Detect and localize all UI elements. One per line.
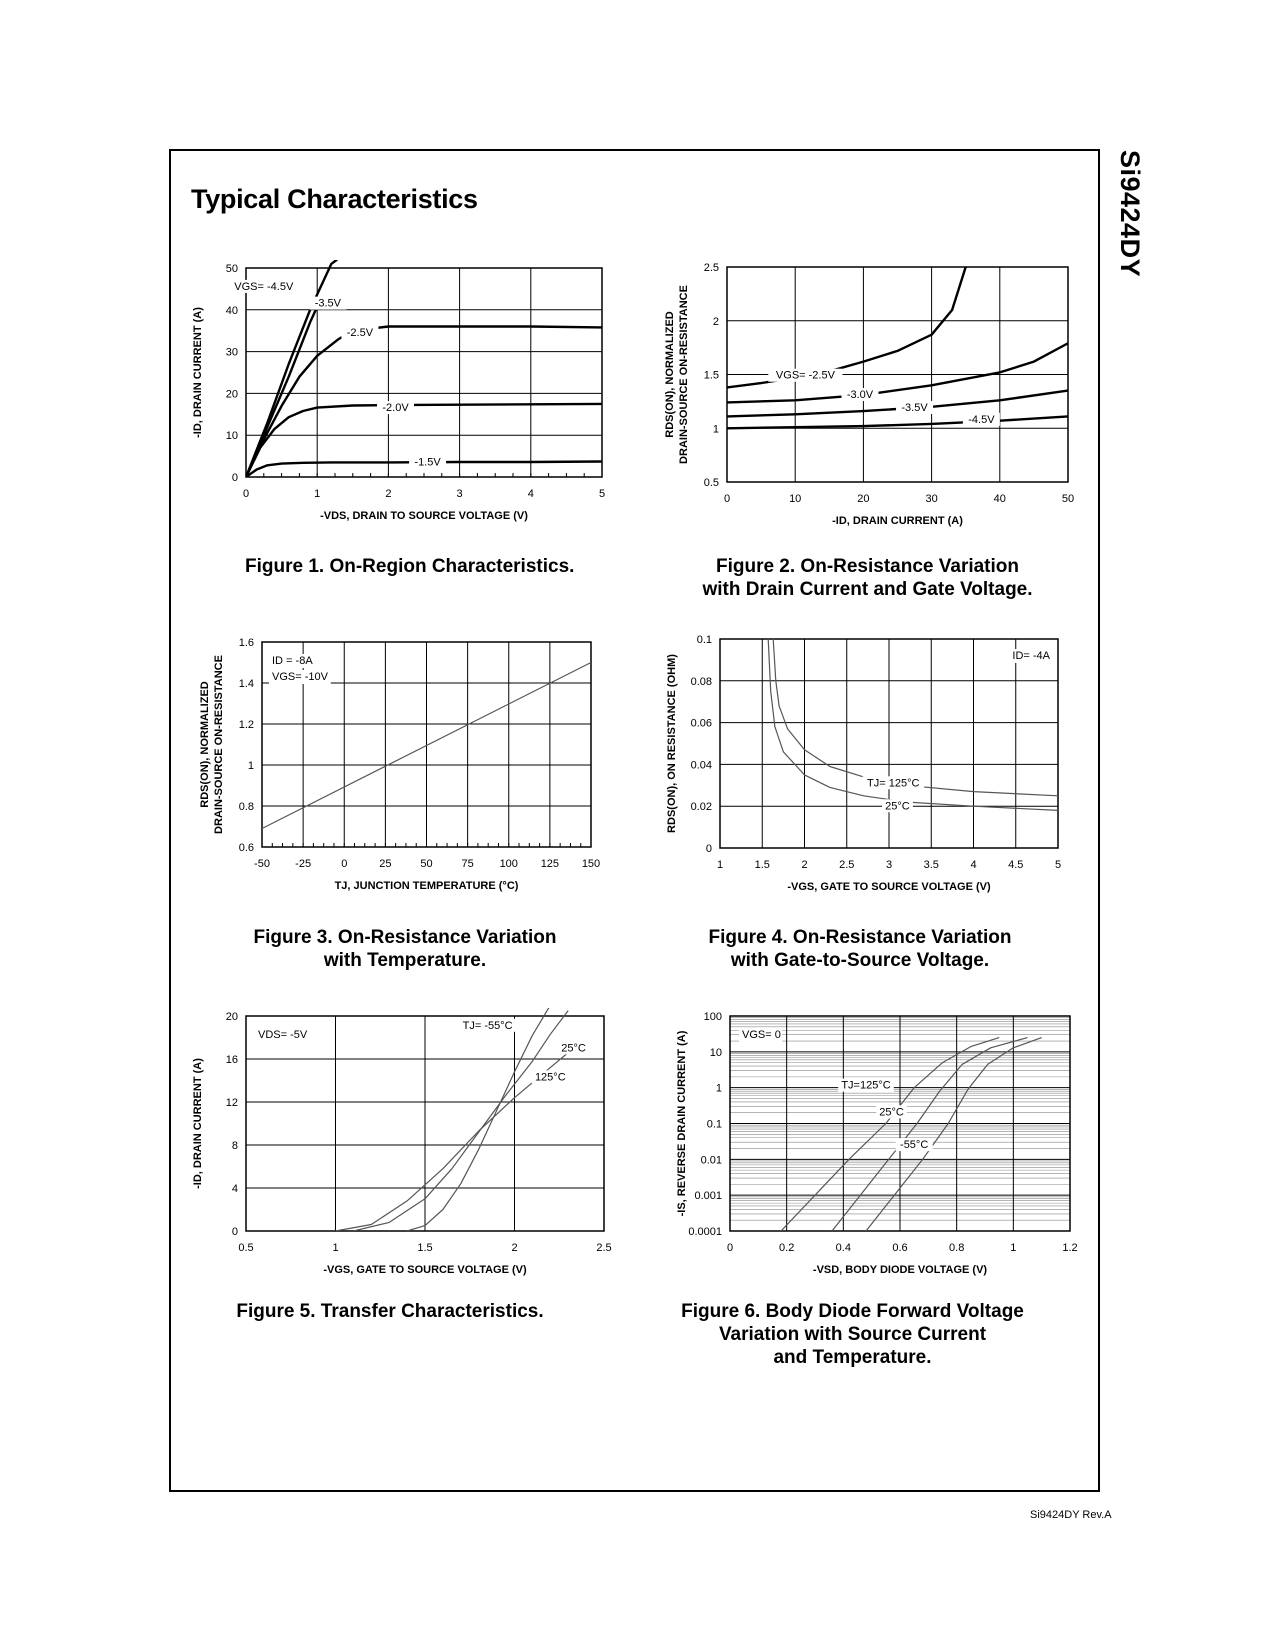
caption-line: with Gate-to-Source Voltage.	[730, 950, 990, 971]
series-label: -3.5V	[901, 401, 928, 414]
series-label: 25°C	[561, 1042, 586, 1055]
x-tick-label: 0.2	[779, 1242, 795, 1254]
annotation-text: VGS= -10V	[272, 671, 328, 683]
chart-fig2	[664, 262, 1074, 527]
x-tick-label: 5	[598, 488, 606, 500]
caption-line: Figure 5. Transfer Characteristics.	[236, 1301, 544, 1322]
x-axis-title: -VDS, DRAIN TO SOURCE VOLTAGE (V)	[320, 510, 528, 522]
x-tick-label: -50	[254, 858, 270, 870]
y-tick-label: 1.2	[238, 719, 254, 731]
footer-revision: Si9424DY Rev.A	[1030, 1509, 1112, 1521]
chart-fig1	[192, 260, 605, 522]
x-tick-label: 2.5	[596, 1242, 612, 1254]
y-tick-label: 4	[231, 1183, 238, 1195]
y-axis-title: -ID, DRAIN CURRENT (A)	[192, 307, 204, 438]
chart-fig4	[666, 634, 1061, 893]
series-label: 25°C	[879, 1106, 904, 1119]
y-axis-title: -ID, DRAIN CURRENT (A)	[192, 1058, 204, 1189]
series-label: -1.5V	[414, 456, 441, 469]
x-tick-label: 4	[970, 859, 977, 871]
annotation-text: ID= -4A	[1012, 650, 1050, 662]
y-tick-label: 2	[712, 315, 719, 328]
y-tick-label: 0.001	[694, 1190, 722, 1203]
x-tick-label: 0.4	[835, 1242, 851, 1254]
chart-fig3	[199, 637, 600, 892]
caption-line: with Temperature.	[323, 950, 487, 971]
x-axis-title: -VSD, BODY DIODE VOLTAGE (V)	[812, 1264, 988, 1276]
x-tick-label: 0.8	[949, 1242, 965, 1254]
caption-line: Variation with Source Current	[718, 1324, 987, 1345]
x-axis-title: TJ, JUNCTION TEMPERATURE (°C)	[334, 880, 519, 892]
y-tick-label: 0	[231, 472, 238, 484]
caption-line: Figure 3. On-Resistance Variation	[253, 927, 557, 948]
annotation-text: VDS= -5V	[258, 1029, 308, 1041]
x-tick-label: 5	[1054, 859, 1062, 871]
x-tick-label: 40	[993, 493, 1006, 505]
y-tick-label: 0.08	[690, 675, 712, 688]
caption-line: with Drain Current and Gate Voltage.	[702, 579, 1033, 600]
series-label: -3.0V	[846, 389, 874, 402]
y-tick-label: 0.0001	[688, 1226, 722, 1238]
x-tick-label: 0	[723, 493, 731, 505]
x-tick-label: 1.2	[1062, 1242, 1078, 1254]
y-tick-label: 20	[225, 1011, 238, 1023]
x-tick-label: 150	[581, 858, 601, 870]
series-label: VGS= -4.5V	[234, 280, 294, 293]
caption-line: Figure 4. On-Resistance Variation	[708, 927, 1012, 948]
x-tick-label: 2	[801, 859, 808, 871]
x-tick-label: 2	[511, 1242, 518, 1254]
y-tick-label: 0.02	[690, 801, 712, 814]
x-tick-label: 20	[857, 493, 870, 505]
part-number-text: Si9424DY	[1115, 150, 1145, 278]
x-tick-label: 50	[1061, 493, 1075, 505]
x-tick-label: 3	[885, 859, 893, 871]
y-tick-label: 0	[231, 1226, 238, 1238]
x-tick-label: 25	[379, 858, 392, 870]
y-tick-label: 12	[225, 1097, 238, 1109]
y-tick-label: 0.1	[706, 1118, 722, 1131]
plot-frame	[246, 268, 602, 477]
x-axis-title: -VGS, GATE TO SOURCE VOLTAGE (V)	[787, 881, 991, 893]
y-tick-label: 20	[225, 388, 238, 401]
caption-line: and Temperature.	[773, 1347, 932, 1368]
series-label: TJ=125°C	[841, 1079, 891, 1092]
y-tick-label: 0.8	[238, 801, 254, 813]
series-label: -2.0V	[382, 402, 409, 415]
series-label: VGS= -2.5V	[775, 369, 835, 382]
y-tick-label: 0.01	[700, 1154, 722, 1167]
y-tick-label: 1	[247, 760, 254, 772]
x-tick-label: 30	[925, 493, 938, 505]
y-tick-label: 0.1	[696, 634, 712, 646]
x-tick-label: 4.5	[1008, 859, 1024, 871]
x-tick-label: 125	[540, 858, 560, 870]
series-label: 25°C	[885, 800, 910, 813]
y-tick-label: 1.4	[238, 678, 254, 690]
y-axis-title: DRAIN-SOURCE ON-RESISTANCE	[213, 655, 225, 834]
series-line-1	[353, 1011, 568, 1231]
y-axis-title: DRAIN-SOURCE ON-RESISTANCE	[678, 285, 690, 464]
annotation-text: VGS= 0	[742, 1029, 781, 1041]
x-tick-label: 4	[527, 488, 534, 500]
chart-fig6	[676, 1011, 1078, 1276]
x-tick-label: 1.5	[417, 1242, 433, 1254]
series-line-0	[407, 1005, 550, 1231]
y-tick-label: 1	[715, 1082, 722, 1095]
x-tick-label: 1	[1010, 1242, 1017, 1254]
caption-line: Figure 2. On-Resistance Variation	[715, 556, 1020, 577]
x-tick-label: -25	[295, 858, 312, 870]
series-label: -4.5V	[968, 413, 995, 426]
caption-line: Figure 1. On-Region Characteristics.	[245, 556, 575, 577]
x-tick-label: 0.5	[238, 1242, 254, 1254]
x-tick-label: 0.6	[892, 1242, 908, 1254]
series-label: TJ= -55°C	[462, 1019, 513, 1032]
y-tick-label: 50	[225, 263, 238, 275]
x-tick-label: 100	[499, 858, 518, 870]
x-tick-label: 1.5	[754, 859, 770, 871]
y-tick-label: 0.06	[690, 717, 712, 730]
annotation-text: ID = -8A	[272, 655, 313, 667]
series-label: -55°C	[900, 1139, 929, 1152]
y-tick-label: 30	[225, 346, 238, 359]
x-axis-title: -VGS, GATE TO SOURCE VOLTAGE (V)	[323, 1264, 527, 1276]
series-line-0	[727, 267, 966, 387]
section-title: Typical Characteristics	[191, 184, 478, 214]
y-tick-label: 1.6	[238, 637, 254, 649]
y-tick-label: 0.6	[238, 842, 254, 854]
x-tick-label: 2	[385, 488, 392, 500]
series-label: -3.5V	[314, 297, 342, 310]
x-tick-label: 50	[420, 858, 433, 870]
x-tick-label: 0	[242, 488, 250, 500]
x-tick-label: 1	[716, 859, 724, 871]
caption-line: Figure 6. Body Diode Forward Voltage	[681, 1301, 1024, 1322]
x-tick-label: 3	[456, 488, 463, 500]
y-axis-title: RDS(ON), NORMALIZED	[199, 681, 211, 808]
y-tick-label: 100	[703, 1011, 722, 1023]
y-tick-label: 1.5	[703, 369, 719, 382]
chart-fig5	[192, 1005, 612, 1276]
y-axis-title: RDS(ON), NORMALIZED	[664, 311, 676, 438]
x-tick-label: 1	[332, 1242, 339, 1254]
x-tick-label: 75	[461, 858, 474, 870]
series-label: 125°C	[534, 1071, 566, 1084]
y-tick-label: 0.04	[690, 759, 712, 772]
series-label: TJ= 125°C	[867, 777, 920, 790]
x-axis-title: -ID, DRAIN CURRENT (A)	[832, 515, 963, 527]
series-label: -2.5V	[346, 326, 374, 339]
y-tick-label: 2.5	[703, 262, 719, 274]
y-tick-label: 40	[225, 304, 238, 317]
y-tick-label: 8	[231, 1140, 238, 1152]
y-tick-label: 10	[709, 1046, 722, 1059]
y-tick-label: 10	[225, 430, 238, 443]
x-tick-label: 1	[314, 488, 321, 500]
x-tick-label: 2.5	[839, 859, 855, 871]
y-axis-title: RDS(ON), ON RESISTANCE (OHM)	[666, 654, 678, 833]
x-tick-label: 0	[726, 1242, 734, 1254]
series-line-3	[727, 413, 1068, 428]
x-tick-label: 10	[789, 493, 802, 505]
x-tick-label: 3.5	[923, 859, 939, 871]
y-tick-label: 1	[712, 423, 719, 436]
y-axis-title: -IS, REVERSE DRAIN CURRENT (A)	[676, 1030, 688, 1217]
y-tick-label: 0.5	[703, 477, 719, 489]
y-tick-label: 0	[705, 843, 712, 855]
x-tick-label: 0	[341, 858, 348, 870]
y-tick-label: 16	[225, 1054, 238, 1066]
